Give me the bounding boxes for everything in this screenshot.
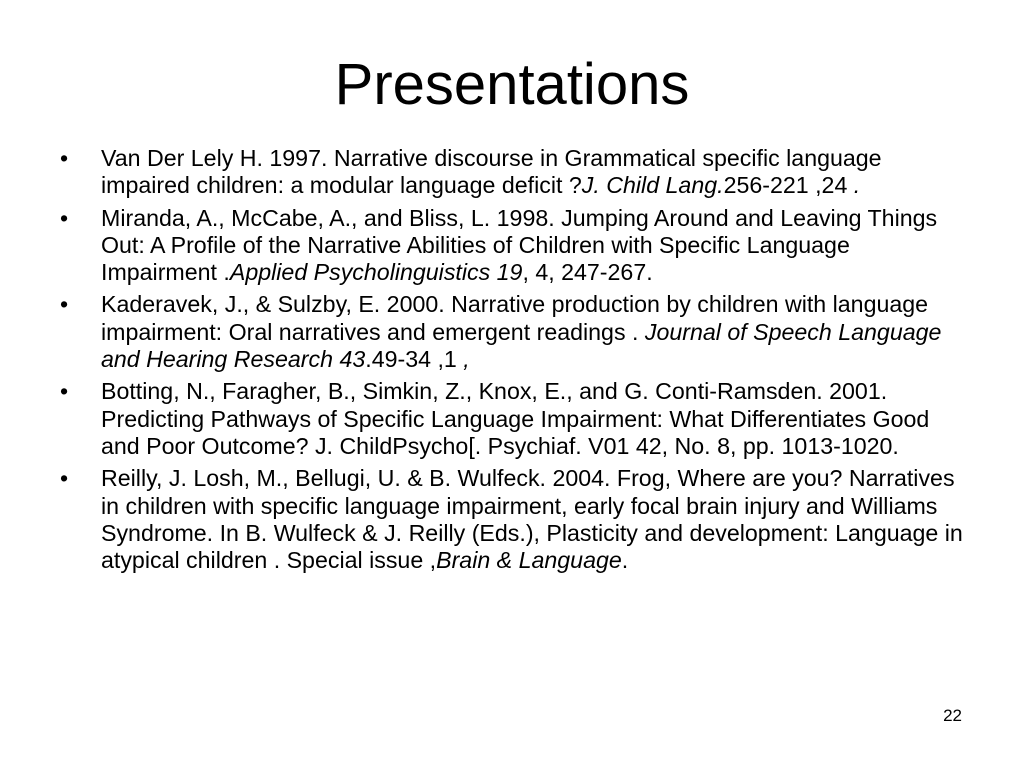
reference-journal: Journal of Speech Language and Hearing Research 43 (101, 318, 942, 373)
reference-item (60, 378, 965, 460)
reference-text-part: Botting, N., Faragher, B., Simkin, Z., Knox, E., and G. Conti-Ramsden. 2001. Predicting Pathways of Specific Language Impairment: What Differentiates Good and Poor Outcome? J. ChildPsycho[. Psychiaf. V01 42, No. 8, pp. 1013-1020. (101, 378, 930, 459)
reference-text (101, 465, 963, 573)
page-number: 22 (943, 706, 962, 725)
reference-text-part: 256-221 ,24 (723, 172, 848, 199)
reference-journal: Applied Psycholinguistics 19 (229, 259, 523, 286)
bullet-icon: • (60, 145, 69, 171)
reference-text (101, 205, 937, 286)
reference-text-part: Miranda, A., McCabe, A., and Bliss, L. 1998. Jumping Around and Leaving Things Out: A Profile of the Narrative Abilities of Children with Specific Language Impairment . (101, 204, 938, 286)
reference-journal: J. Child Lang. (581, 172, 724, 199)
reference-text-part: Van Der Lely H. 1997. Narrative discourse in Grammatical specific language impaired children: a modular language deficit ? (101, 145, 882, 199)
reference-text-part: . (847, 172, 861, 199)
reference-item (60, 291, 965, 373)
reference-text-part: Kaderavek, J., & Sulzby, E. 2000. Narrative production by children with language impairment: Oral narratives and emergent readings . (101, 291, 929, 345)
reference-list (60, 145, 965, 579)
reference-text-part: , (456, 346, 470, 373)
bullet-icon: • (60, 465, 69, 492)
reference-text-part: , 4, 247-267. (522, 259, 653, 286)
reference-item (60, 205, 965, 287)
slide-title: Presentations (334, 52, 690, 117)
reference-text (101, 378, 929, 459)
reference-text-part: . (621, 547, 629, 574)
reference-text-part: Reilly, J. Losh, M., Bellugi, U. & B. Wulfeck. 2004. Frog, Where are you? Narratives in children with specific language impairment, early focal brain injury and Williams Syndrome. In B. Wulfeck & J. Reilly (Eds.), Plasticity and development: Language in atypical children . Special issue , (101, 465, 963, 574)
reference-text (101, 145, 882, 198)
bullet-icon: • (60, 291, 69, 318)
reference-item (60, 145, 965, 200)
reference-item (60, 465, 965, 574)
reference-text (101, 291, 941, 372)
reference-journal: Brain & Language (436, 547, 622, 574)
reference-text-part: .49-34 ,1 (365, 346, 457, 373)
bullet-icon: • (60, 204, 69, 231)
bullet-icon: • (60, 378, 69, 405)
